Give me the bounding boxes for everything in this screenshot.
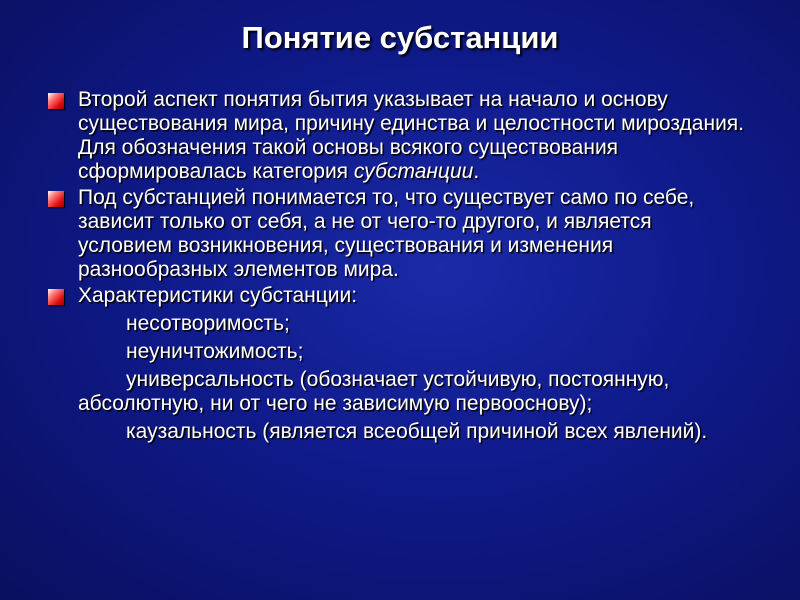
bullet-text: Характеристики субстанции: xyxy=(78,284,358,307)
characteristic-text: неуничтожимость; xyxy=(126,340,304,363)
bullet-tail: . xyxy=(473,160,480,183)
characteristic-item xyxy=(48,312,748,336)
slide-title: Понятие субстанции xyxy=(241,20,559,55)
bullet-text: Второй аспект понятия бытия указывает на начало и основу существования мира, причину единства и целостности мироздания. Для обозначения такой основы всякого существования сформировалась категория xyxy=(78,88,745,183)
characteristic-item xyxy=(48,340,748,364)
square-bullet-icon xyxy=(48,289,64,305)
bullet-item-1 xyxy=(48,88,748,184)
characteristic-text: универсальность (обозначает устойчивую, постоянную, абсолютную, ни от чего не зависимую первооснову); xyxy=(78,368,670,415)
characteristic-text: каузальность (является всеобщей причиной всех явлений). xyxy=(126,420,708,443)
bullet-emphasis: субстанции xyxy=(353,160,474,183)
square-bullet-icon xyxy=(48,191,64,207)
slide-body xyxy=(48,88,748,448)
bullet-item-2 xyxy=(48,186,748,282)
square-bullet-icon xyxy=(48,93,64,109)
characteristic-item xyxy=(48,368,748,416)
characteristic-text: несотворимость; xyxy=(126,312,290,335)
bullet-item-3 xyxy=(48,284,748,308)
characteristic-item xyxy=(48,420,748,444)
bullet-text: Под субстанцией понимается то, что существует само по себе, зависит только от себя, а не от чего-то другого, и является условием возникновения, существования и изменения разнообразных элементов мира. xyxy=(78,186,695,281)
